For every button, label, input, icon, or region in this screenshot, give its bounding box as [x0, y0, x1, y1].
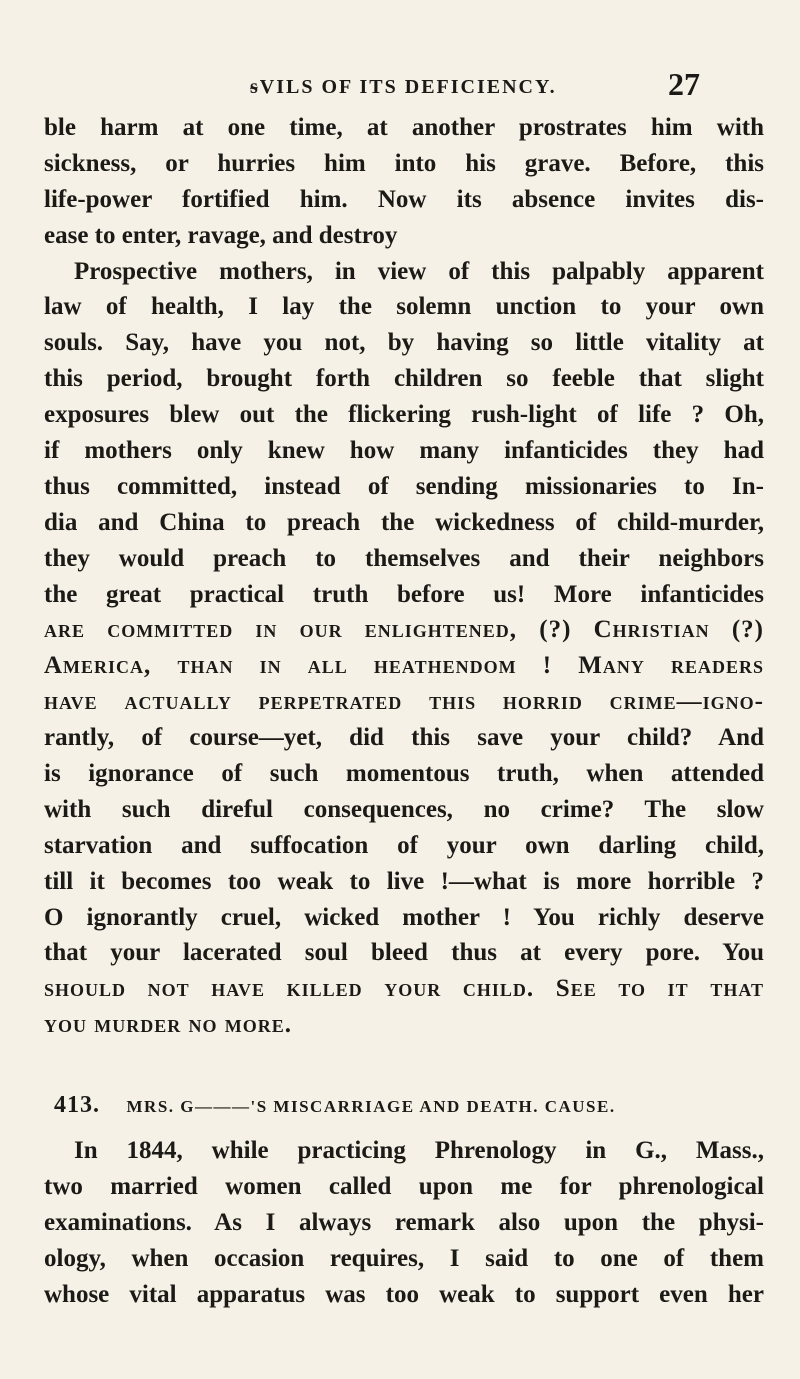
text-line: sickness, or hurries him into his grave. Before, this: [44, 149, 764, 177]
text-line: In 1844, while practicing Phrenology in G., Mass.,: [74, 1137, 764, 1165]
text-line: they would preach to themselves and their neighbors: [44, 544, 764, 572]
text-line: the great practical truth before us! More infanticides: [44, 580, 764, 608]
text-line: this period, brought forth children so feeble that slight: [44, 365, 764, 393]
text-line: ble harm at one time, at another prostrates him with: [44, 114, 764, 141]
text-line: two married women called upon me for phrenological: [44, 1173, 764, 1201]
text-line: O ignorantly cruel, wicked mother ! You richly deserve: [44, 903, 764, 931]
section-title: MRS. G———'S MISCARRIAGE AND DEATH. CAUSE.: [126, 1097, 616, 1117]
text-line: ology, when occasion requires, I said to one of them: [44, 1244, 764, 1272]
text-line-small-caps: America, than in all heathendom ! Many readers: [44, 652, 764, 680]
text-line: examinations. As I always remark also upon the physi-: [44, 1208, 764, 1236]
text-line: is ignorance of such momentous truth, when attended: [44, 760, 764, 788]
page-number: 27: [668, 66, 700, 102]
paragraph-2: [44, 254, 764, 1044]
body-text: [44, 110, 764, 1313]
text-line: starvation and suffocation of your own darling child,: [44, 831, 764, 859]
text-line: law of health, I lay the solemn unction to your own: [44, 293, 764, 321]
paragraph-3: [44, 1133, 764, 1312]
section-number: 413.: [54, 1092, 100, 1119]
text-line: if mothers only knew how many infanticides they had: [44, 437, 764, 465]
text-line: dia and China to preach the wickedness of child-murder,: [44, 508, 764, 536]
running-title: ᵴVILS OF ITS DEFICIENCY.: [250, 76, 557, 98]
paragraph-1: [44, 110, 764, 254]
text-line-small-caps: have actually perpetrated this horrid crime—igno-: [44, 688, 764, 716]
text-line: souls. Say, have you not, by having so little vitality at: [44, 329, 764, 357]
text-line: thus committed, instead of sending missionaries to In-: [44, 472, 764, 500]
text-line: rantly, of course—yet, did this save your child? And: [44, 724, 764, 752]
section-heading: [44, 1087, 764, 1123]
text-line: whose vital apparatus was too weak to support even her: [44, 1280, 764, 1308]
text-line: Prospective mothers, in view of this palpably apparent: [74, 257, 764, 285]
text-line-small-caps: you murder no more.: [44, 1011, 292, 1039]
running-head: [120, 66, 700, 106]
text-line: till it becomes too weak to live !—what is more horrible ?: [44, 867, 764, 895]
text-line-small-caps: should not have killed your child. See to it that: [44, 975, 764, 1003]
text-line: life-power fortified him. Now its absence invites dis-: [44, 185, 764, 213]
text-line-small-caps: are committed in our enlightened, (?) Christian (?): [44, 616, 764, 644]
text-line: with such direful consequences, no crime? The slow: [44, 795, 764, 823]
text-line: that your lacerated soul bleed thus at every pore. You: [44, 939, 764, 967]
text-line: exposures blew out the flickering rush-light of life ? Oh,: [44, 401, 764, 429]
text-line: ease to enter, ravage, and destroy: [44, 221, 398, 249]
